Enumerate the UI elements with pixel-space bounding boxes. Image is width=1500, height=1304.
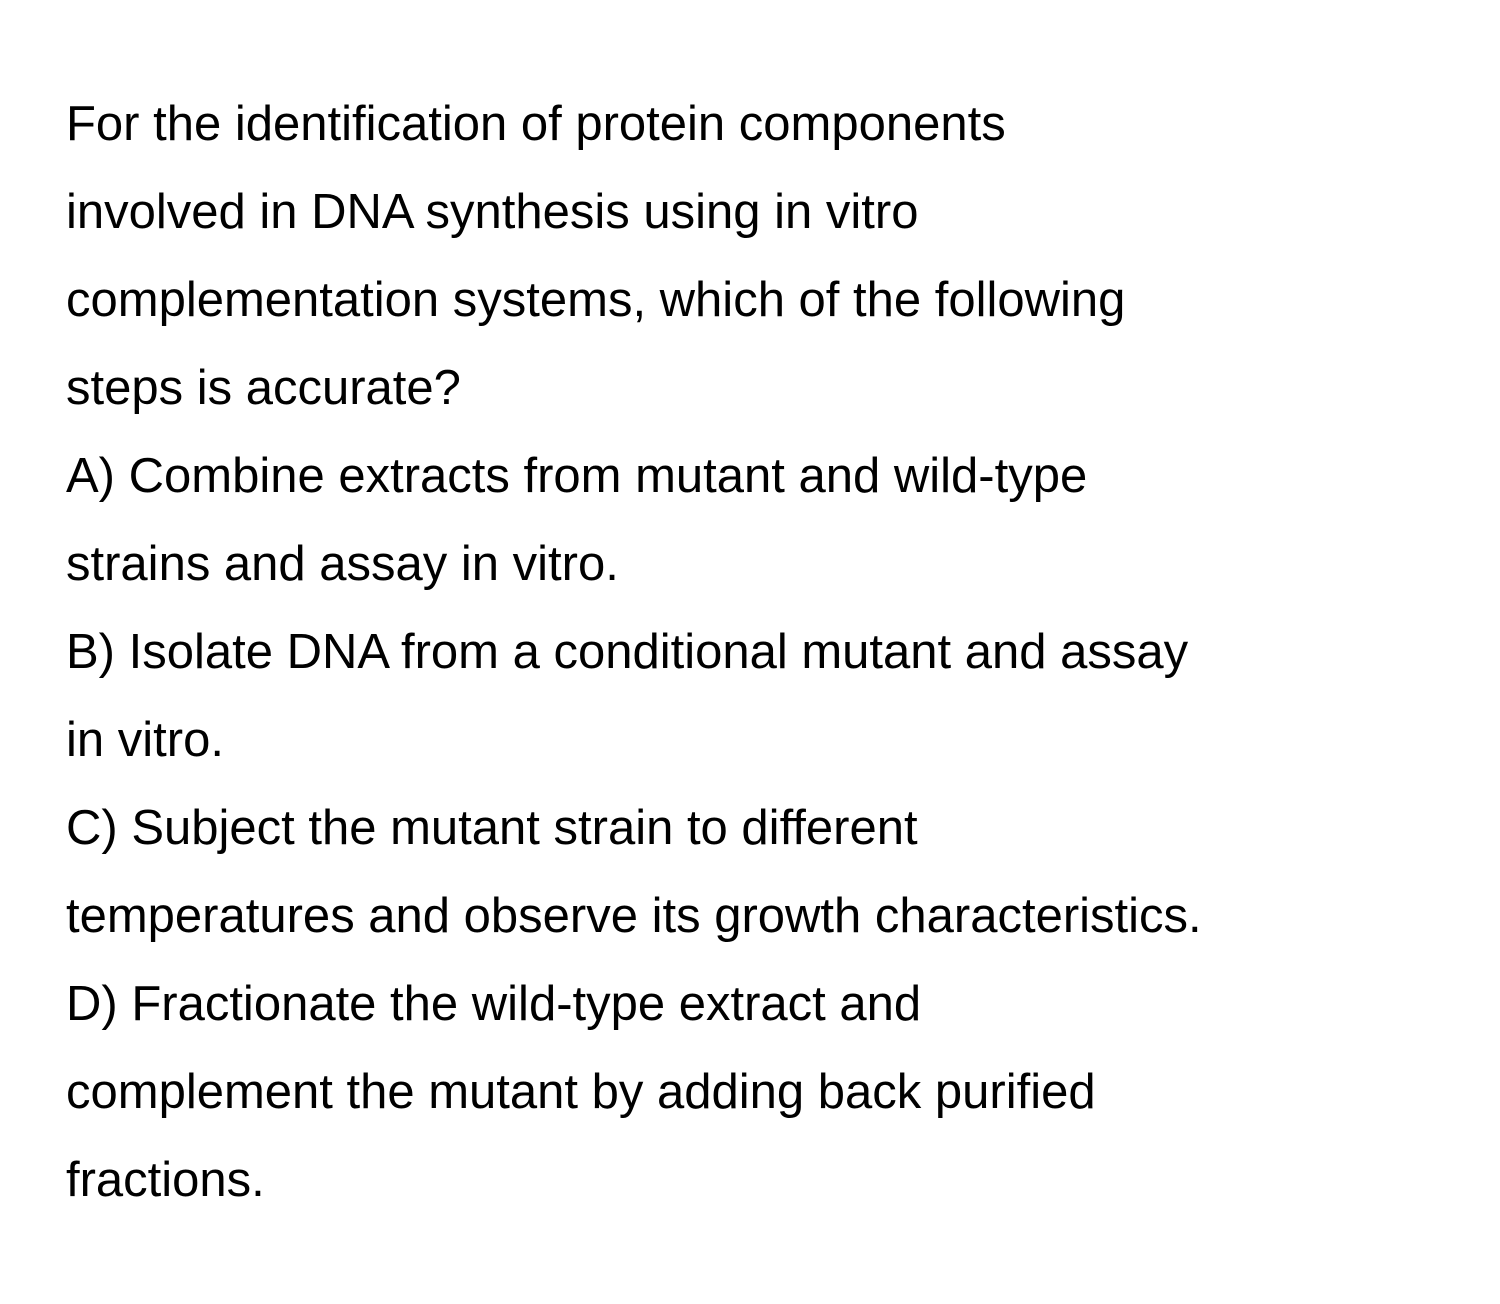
option-b-line: B) Isolate DNA from a conditional mutant and assay xyxy=(66,625,1189,679)
option-d-line: fractions. xyxy=(66,1153,265,1207)
option-d-line: complement the mutant by adding back purified xyxy=(66,1065,1096,1119)
option-d xyxy=(66,960,1466,1224)
question-line: steps is accurate? xyxy=(66,361,461,415)
option-b-line: in vitro. xyxy=(66,713,224,767)
option-a-line: A) Combine extracts from mutant and wild-type xyxy=(66,449,1088,503)
question-line: involved in DNA synthesis using in vitro xyxy=(66,185,919,239)
question-line: For the identification of protein components xyxy=(66,97,1006,151)
question-document xyxy=(66,80,1466,1224)
question-stem xyxy=(66,80,1466,432)
option-c xyxy=(66,784,1466,960)
option-d-line: D) Fractionate the wild-type extract and xyxy=(66,977,922,1031)
option-c-line: C) Subject the mutant strain to different xyxy=(66,801,918,855)
option-a xyxy=(66,432,1466,608)
option-b xyxy=(66,608,1466,784)
option-a-line: strains and assay in vitro. xyxy=(66,537,619,591)
question-line: complementation systems, which of the following xyxy=(66,273,1126,327)
option-c-line: temperatures and observe its growth characteristics. xyxy=(66,889,1202,943)
